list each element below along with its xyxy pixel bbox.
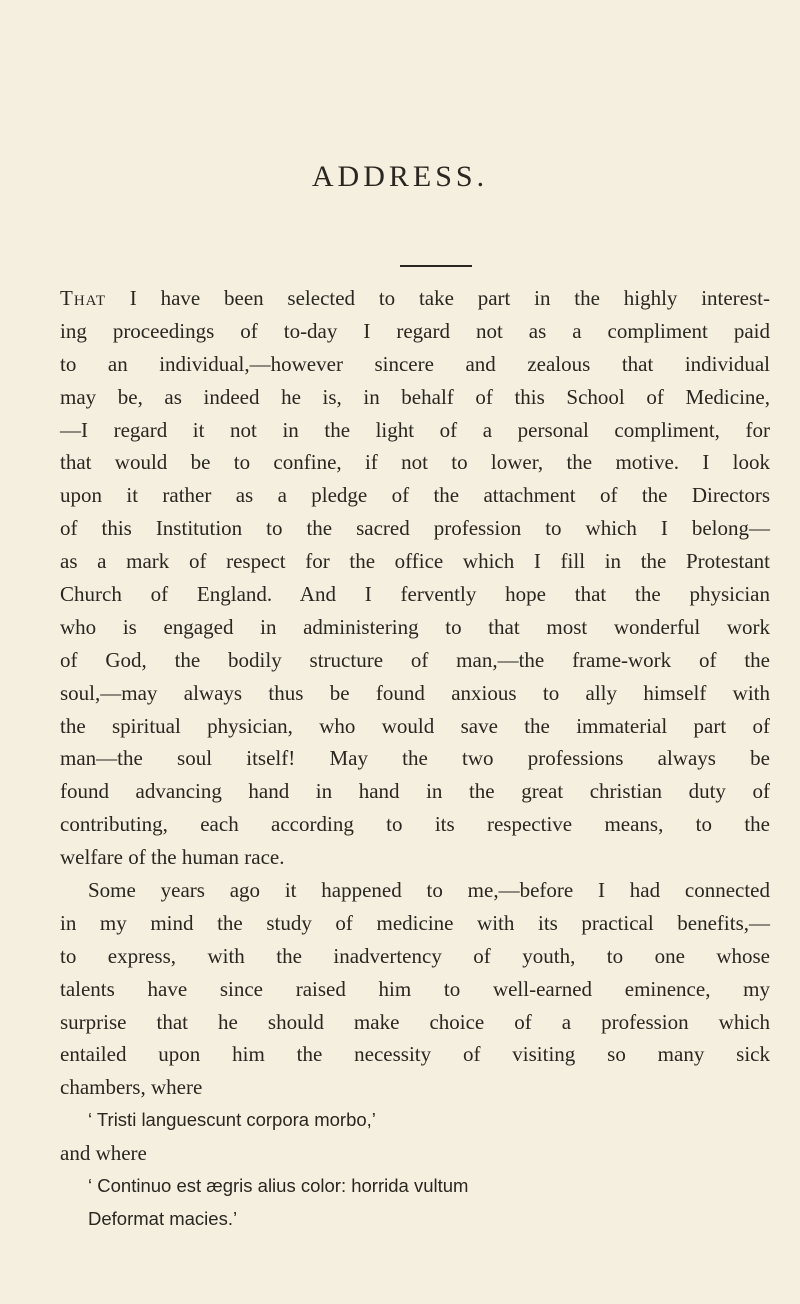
text-line: to an individual,—however sincere and zealous that individual	[60, 351, 770, 376]
text-line	[60, 282, 770, 315]
text-line: Some years ago it happened to me,—before I had connected	[88, 878, 770, 903]
heading-rule	[400, 265, 472, 267]
text-line: welfare of the human race.	[60, 845, 285, 870]
text-line: —I regard it not in the light of a personal compliment, for	[60, 417, 770, 442]
text-line: of God, the bodily structure of man,—the frame-work of the	[60, 647, 770, 672]
text-line: man—the soul itself! May the two professions always be	[60, 746, 770, 771]
text-line-rest: I have been selected to take part in the highly interest-	[106, 286, 770, 310]
text-line: upon it rather as a pledge of the attachment of the Directors	[60, 483, 770, 508]
text-line: chambers, where	[60, 1075, 203, 1100]
lead-word: That	[60, 286, 106, 310]
text-line: Church of England. And I fervently hope that the physician	[60, 582, 770, 607]
text-line: to express, with the inadvertency of youth, to one whose	[60, 943, 770, 968]
page-heading: ADDRESS.	[311, 160, 489, 193]
text-line: and where	[60, 1141, 147, 1166]
text-line: entailed upon him the necessity of visiting so many sick	[60, 1042, 770, 1067]
text-line: may be, as indeed he is, in behalf of this School of Medicine,	[60, 384, 770, 409]
latin-quote-1: ‘ Tristi languescunt corpora morbo,’	[88, 1109, 376, 1131]
text-line: soul,—may always thus be found anxious to ally himself with	[60, 680, 770, 705]
text-line: of this Institution to the sacred profession to which I belong—	[60, 516, 770, 541]
text-line: that would be to confine, if not to lower, the motive. I look	[60, 450, 770, 475]
text-line: the spiritual physician, who would save the immaterial part of	[60, 713, 770, 738]
text-line: ing proceedings of to-day I regard not as a compliment paid	[60, 318, 770, 343]
text-line: in my mind the study of medicine with its practical benefits,—	[60, 910, 770, 935]
text-line: who is engaged in administering to that most wonderful work	[60, 614, 770, 639]
latin-quote-2-line-2: Deformat macies.’	[88, 1207, 238, 1229]
text-line: contributing, each according to its respective means, to the	[60, 812, 770, 837]
text-line: found advancing hand in hand in the great christian duty of	[60, 779, 770, 804]
body-text	[60, 282, 770, 1236]
text-line: surprise that he should make choice of a profession which	[60, 1009, 770, 1034]
latin-quote-2-line-1: ‘ Continuo est ægris alius color: horrida vultum	[88, 1175, 469, 1197]
text-line: as a mark of respect for the office which I fill in the Protestant	[60, 549, 770, 574]
text-line: talents have since raised him to well-earned eminence, my	[60, 976, 770, 1001]
